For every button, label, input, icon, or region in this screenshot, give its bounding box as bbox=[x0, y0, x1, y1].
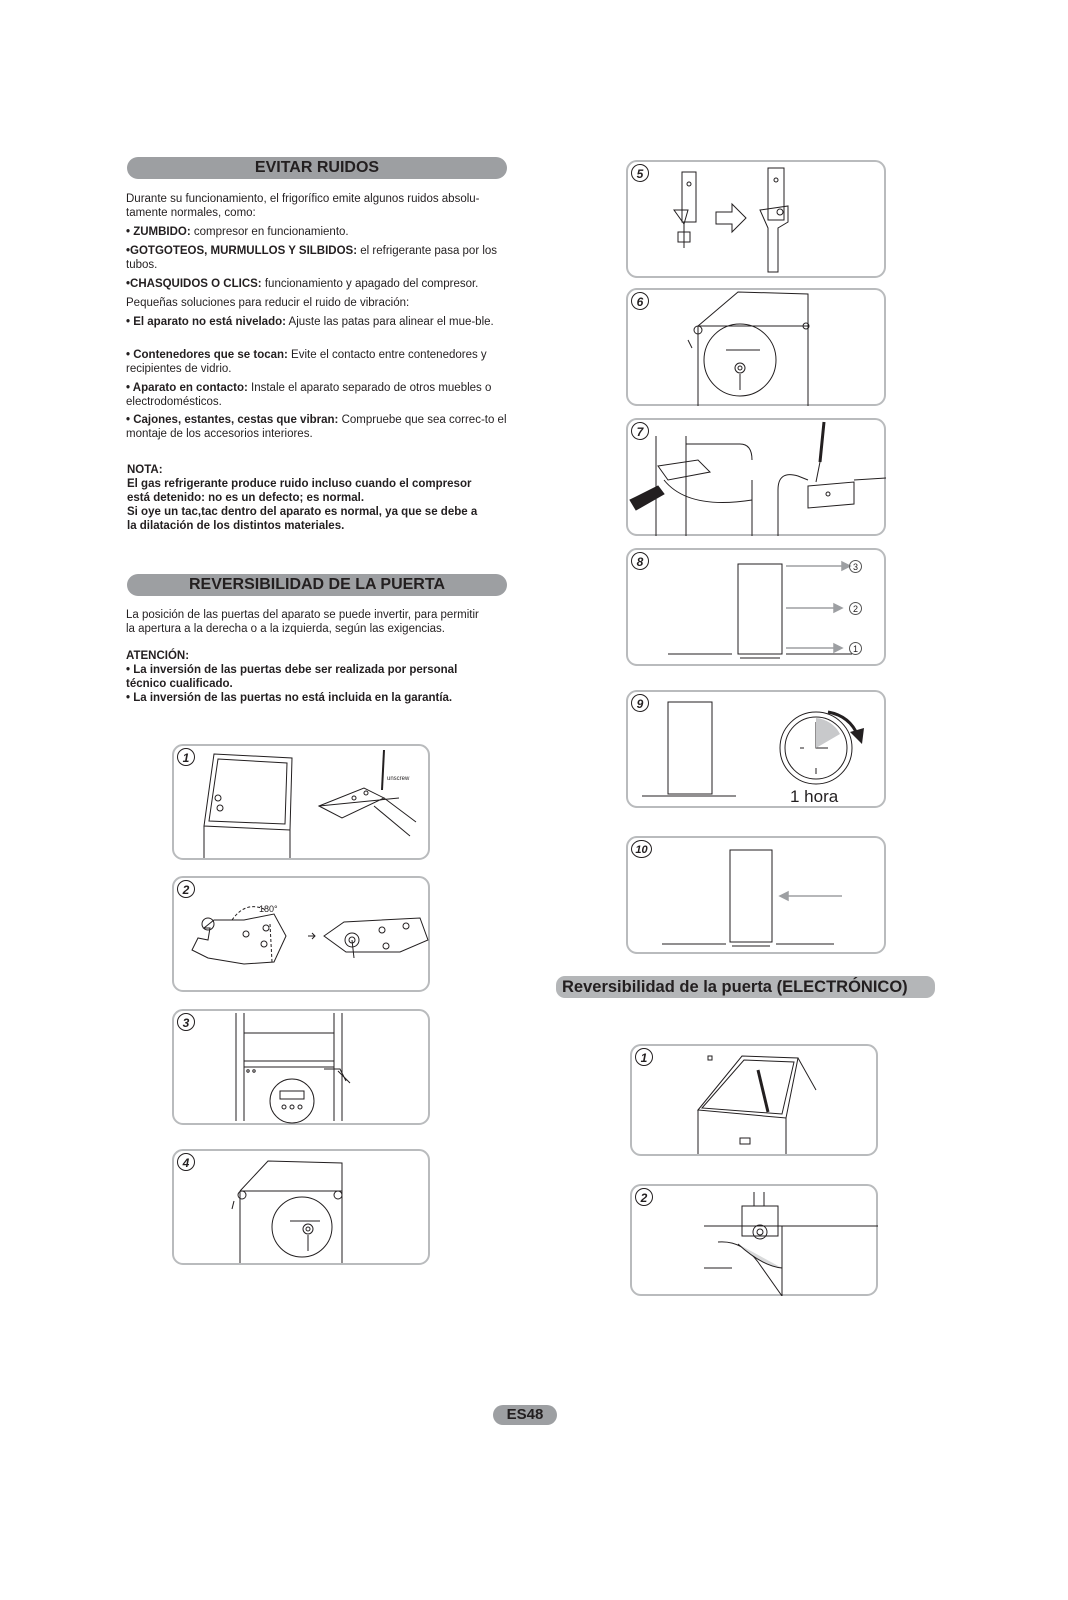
ruidos-item-chasquidos bbox=[126, 277, 516, 291]
step-panel-8 bbox=[626, 548, 886, 666]
electronico-step-2-illustration bbox=[632, 1186, 878, 1296]
solution-nivelado bbox=[126, 315, 501, 329]
ruidos-item-zumbido bbox=[126, 225, 506, 239]
atencion-line: • La inversión de las puertas debe ser realizada por personal bbox=[126, 664, 458, 676]
item-text: Instale el aparato separado de otros muebles o electrodomésticos. bbox=[126, 382, 492, 408]
item-text: Compruebe que sea correc-to el montaje de los accesorios interiores. bbox=[126, 414, 507, 440]
intro-line: la apertura a la derecha o a la izquierda, según las exigencias. bbox=[126, 623, 446, 635]
step-8-illustration bbox=[628, 550, 886, 666]
step-7-illustration bbox=[628, 420, 886, 536]
page-number-badge: ES48 bbox=[493, 1405, 557, 1425]
puerta-intro bbox=[126, 608, 516, 636]
step-6-illustration bbox=[628, 290, 886, 406]
step-number: 2 bbox=[177, 880, 195, 898]
nota-line: está detenido: no es un defecto; es normal. bbox=[127, 492, 365, 504]
step-number: 3 bbox=[177, 1013, 195, 1031]
section-title-electronico: Reversibilidad de la puerta (ELECTRÓNICO) bbox=[556, 976, 935, 998]
step-panel-9 bbox=[626, 690, 886, 808]
item-text: Ajuste las patas para alinear el mue-ble. bbox=[285, 316, 494, 328]
position-marker-2: 2 bbox=[849, 602, 862, 615]
electronico-step-1-illustration bbox=[632, 1046, 878, 1156]
step-2-illustration bbox=[174, 878, 430, 992]
section-title-reversibilidad: REVERSIBILIDAD DE LA PUERTA bbox=[127, 574, 507, 596]
atencion-block bbox=[126, 649, 516, 705]
step-panel-2 bbox=[172, 876, 430, 992]
nota-block bbox=[127, 463, 517, 533]
section-title-evitar-ruidos: EVITAR RUIDOS bbox=[127, 157, 507, 179]
step-panel-7 bbox=[626, 418, 886, 536]
item-text: compresor en funcionamiento. bbox=[190, 226, 349, 238]
step-panel-10 bbox=[626, 836, 886, 954]
step-4-illustration bbox=[174, 1151, 430, 1265]
item-label: • ZUMBIDO: bbox=[126, 226, 191, 238]
electronico-step-panel-2 bbox=[630, 1184, 878, 1296]
step-number: 2 bbox=[635, 1188, 653, 1206]
step-1-illustration bbox=[174, 746, 430, 860]
atencion-title: ATENCIÓN: bbox=[126, 650, 190, 662]
nota-line: El gas refrigerante produce ruido incluso cuando el compresor bbox=[127, 478, 472, 490]
step-panel-4 bbox=[172, 1149, 430, 1265]
nota-title: NOTA: bbox=[127, 464, 163, 476]
step-number: 8 bbox=[631, 552, 649, 570]
time-label: 1 hora bbox=[790, 787, 839, 806]
step-number: 1 bbox=[177, 748, 195, 766]
atencion-line: técnico cualificado. bbox=[126, 678, 233, 690]
solution-contacto bbox=[126, 381, 511, 409]
position-marker-3: 3 bbox=[849, 560, 862, 573]
step-number: 5 bbox=[631, 164, 649, 182]
unscrew-label: unscrew bbox=[387, 776, 410, 782]
electronico-step-panel-1 bbox=[630, 1044, 878, 1156]
step-5-illustration bbox=[628, 162, 886, 278]
step-number: 6 bbox=[631, 292, 649, 310]
step-panel-5 bbox=[626, 160, 886, 278]
step-number: 4 bbox=[177, 1153, 195, 1171]
nota-line: Si oye un tac,tac dentro del aparato es normal, ya que se debe a bbox=[127, 506, 478, 518]
step-number: 1 bbox=[635, 1048, 653, 1066]
item-text: Evite el contacto entre contenedores y recipientes de vidrio. bbox=[126, 349, 487, 375]
ruidos-item-gotgoteos bbox=[126, 244, 506, 272]
step-panel-6 bbox=[626, 288, 886, 406]
step-9-illustration bbox=[628, 692, 886, 808]
step-number: 9 bbox=[631, 694, 649, 712]
item-label: • El aparato no está nivelado: bbox=[126, 316, 286, 328]
ruidos-sub-intro: Pequeñas soluciones para reducir el ruido de vibración: bbox=[126, 297, 410, 309]
item-label: • Contenedores que se tocan: bbox=[126, 349, 288, 361]
atencion-line: • La inversión de las puertas no está incluida en la garantía. bbox=[126, 692, 453, 704]
item-label: • Aparato en contacto: bbox=[126, 382, 248, 394]
step-3-illustration bbox=[174, 1011, 430, 1125]
item-label: • Cajones, estantes, cestas que vibran: bbox=[126, 414, 339, 426]
step-panel-3 bbox=[172, 1009, 430, 1125]
step-panel-1 bbox=[172, 744, 430, 860]
item-text: el refrigerante pasa por los tubos. bbox=[126, 245, 498, 271]
intro-line: La posición de las puertas del aparato se puede invertir, para permitir bbox=[126, 609, 479, 621]
item-text: funcionamiento y apagado del compresor. bbox=[261, 278, 479, 290]
rotation-label: 180° bbox=[259, 904, 278, 914]
nota-line: la dilatación de los distintos materiales. bbox=[127, 520, 345, 532]
item-label: •CHASQUIDOS O CLICS: bbox=[126, 278, 262, 290]
item-label: •GOTGOTEOS, MURMULLOS Y SILBIDOS: bbox=[126, 245, 358, 257]
ruidos-intro: Durante su funcionamiento, el frigorífico emite algunos ruidos absolu-tamente normales, como: bbox=[126, 193, 480, 219]
step-number: 10 bbox=[631, 840, 652, 858]
solution-cajones bbox=[126, 413, 509, 441]
solution-contenedores bbox=[126, 348, 511, 376]
position-marker-1: 1 bbox=[849, 642, 862, 655]
step-10-illustration bbox=[628, 838, 886, 954]
step-number: 7 bbox=[631, 422, 649, 440]
